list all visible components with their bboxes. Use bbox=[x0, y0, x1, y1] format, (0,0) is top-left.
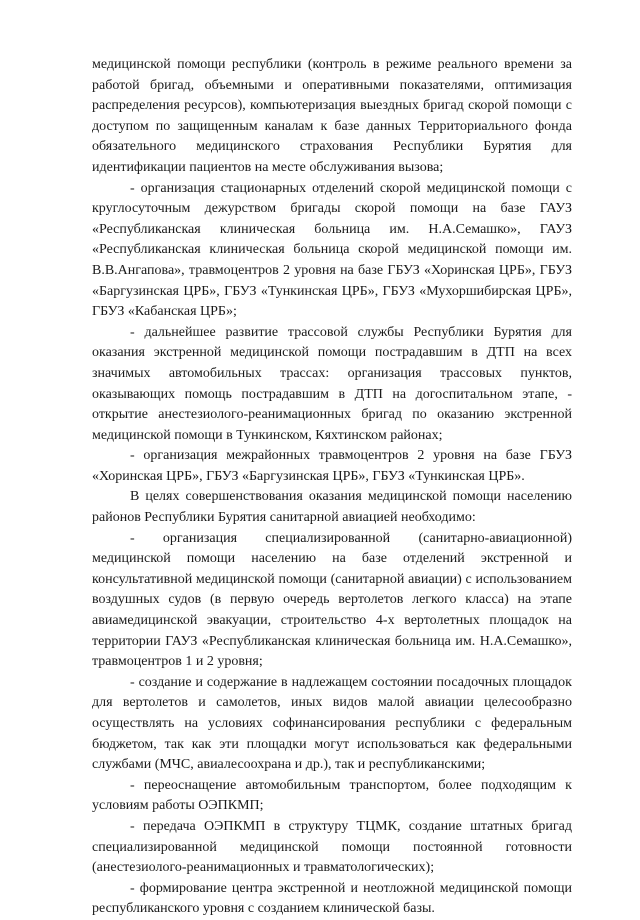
paragraph-highway-service: - дальнейшее развитие трассовой службы Республики Бурятия для оказания экстренной медицинской помощи пострадавшим в ДТП на всех значимых автомобильных трассах: организация трассовых пунктов, оказывающих помощь пострадавшим в ДТП на догоспитальном этапе, - открытие анестезиолого-реанимационных бригад по оказанию экстренной медицинской помощи в Тункинском, Кяхтинском районах; bbox=[92, 324, 572, 443]
document-page bbox=[92, 55, 572, 920]
paragraph-air-ambulance-intro: В целях совершенствования оказания медицинской помощи населению районов Республики Бурятия санитарной авиацией необходимо: bbox=[92, 489, 572, 526]
paragraph-ambulance-stations: - организация стационарных отделений скорой медицинской помощи с круглосуточным дежурством бригады скорой помощи на базе ГАУЗ «Республиканская клиническая больница им. Н.А.Семашко», ГАУЗ «Республиканская клиническая больница скорой медицинской помощи им. В.В.Ангапова», травмоцентров 2 уровня на базе ГБУЗ «Хоринская ЦРБ», ГБУЗ «Баргузинская ЦРБ», ГБУЗ «Тункинская ЦРБ», ГБУЗ «Мухоршибирская ЦРБ», ГБУЗ «Кабанская ЦРБ»; bbox=[92, 180, 572, 320]
paragraph-specialized-aviation: - организация специализированной (санитарно-авиационной) медицинской помощи населению на базе отделений экстренной и консультативной медицинской помощи (санитарной авиации) с использованием воздушных судов (в первую очередь вертолетов легкого класса) на этапе авиамедицинской эвакуации, строительство 4-х вертолетных площадок на территории ГАУЗ «Республиканская клиническая больница им. Н.А.Семашко», травмоцентров 1 и 2 уровня; bbox=[92, 530, 572, 670]
paragraph-tcmk-transfer: - передача ОЭПКМП в структуру ТЦМК, создание штатных бригад специализированной медицинской помощи постоянной готовности (анестезиолого-реанимационных и травматологических); bbox=[92, 818, 572, 876]
paragraph-emergency-center: - формирование центра экстренной и неотложной медицинской помощи республиканского уровня с созданием клинической базы. bbox=[92, 880, 572, 917]
paragraph-landing-sites: - создание и содержание в надлежащем состоянии посадочных площадок для вертолетов и самолетов, иных видов малой авиации целесообразно осуществлять на условиях софинансирования республики с федеральным бюджетом, так как эти площадки могут использоваться как федеральными службами (МЧС, авиалесоохрана и др.), так и республиканскими; bbox=[92, 674, 572, 773]
paragraph-trauma-centers: - организация межрайонных травмоцентров 2 уровня на базе ГБУЗ «Хоринская ЦРБ», ГБУЗ «Баргузинская ЦРБ», ГБУЗ «Тункинская ЦРБ». bbox=[92, 448, 572, 484]
paragraph-vehicle-reequipment: - переоснащение автомобильным транспортом, более подходящим к условиям работы ОЭПКМП; bbox=[92, 777, 572, 814]
paragraph-continuation: медицинской помощи республики (контроль в режиме реального времени за работой бригад, объемными и оперативными показателями, оптимизация распределения ресурсов), компьютеризация выездных бригад скорой помощи с доступом по защищенным каналам к базе данных Территориального фонда обязательного медицинского страхования Республики Бурятия для идентификации пациентов на месте обслуживания вызова; bbox=[92, 57, 572, 175]
